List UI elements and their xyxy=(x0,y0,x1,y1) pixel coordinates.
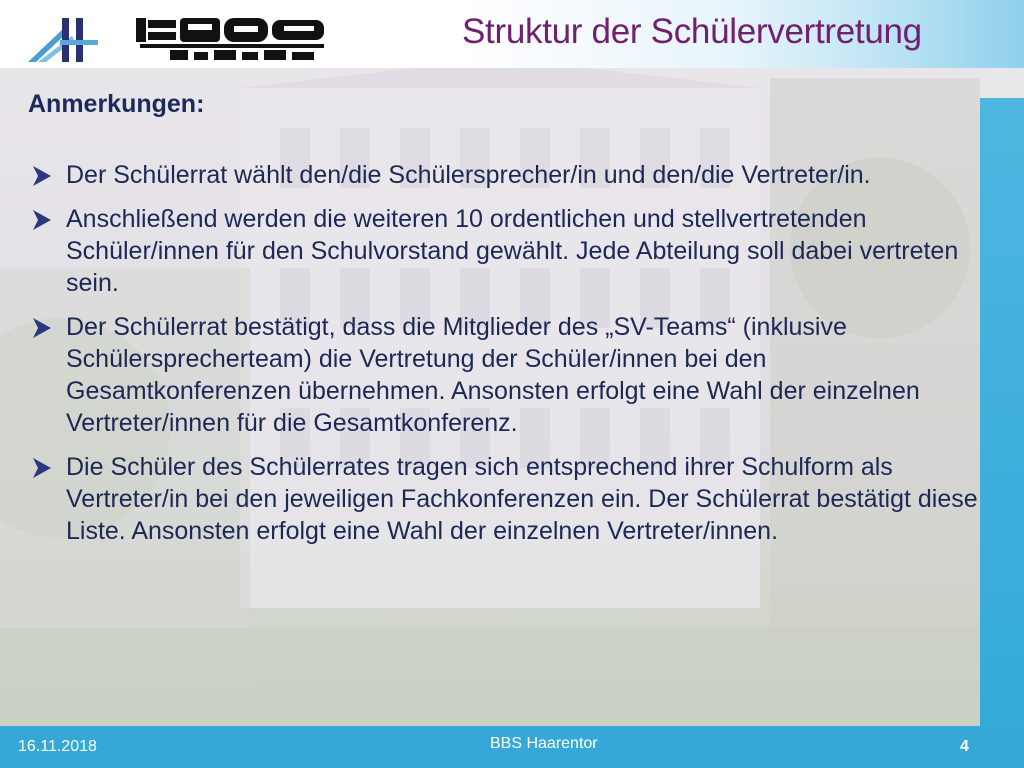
bbs-wing-logo-icon xyxy=(24,14,104,64)
slide-title: Struktur der Schülervertretung xyxy=(462,12,922,51)
footer-school-name: BBS Haarentor xyxy=(490,735,598,752)
list-item xyxy=(28,311,978,439)
bullet-text: Der Schülerrat bestätigt, dass die Mitglieder des „SV-Teams“ (inklusive Schülersprecherteam) die Vertretung der Schüler/innen bei den Gesamtkonferenzen übernehmen. Ansonsten erfolgt eine Wahl der einzelnen Vertreter/innen für die Gesamtkonferenz. xyxy=(66,313,920,437)
bbs-haarentor-wordmark-icon xyxy=(134,14,328,62)
slide-header xyxy=(0,0,1024,68)
slide-content xyxy=(0,68,980,726)
bullet-text: Anschließend werden die weiteren 10 ordentlichen und stellvertretenden Schüler/innen für den Schulvorstand gewählt. Jede Abteilung soll dabei vertreten sein. xyxy=(66,205,959,297)
slide-footer xyxy=(0,726,1024,768)
bullet-text: Die Schüler des Schülerrates tragen sich entsprechend ihrer Schulform als Vertreter/in bei den jeweiligen Fachkonferenzen ein. Der Schülerrat bestätigt diese Liste. Ansonsten erfolgt eine Wahl der einzelnen Vertreter/innen. xyxy=(66,453,978,545)
arrow-bullet-icon xyxy=(30,208,54,232)
bullet-text: Der Schülerrat wählt den/die Schülersprecher/in und den/die Vertreter/in. xyxy=(66,161,871,189)
page-number: 4 xyxy=(960,738,969,755)
section-heading: Anmerkungen: xyxy=(28,90,205,118)
arrow-bullet-icon xyxy=(30,456,54,480)
arrow-bullet-icon xyxy=(30,316,54,340)
footer-date: 16.11.2018 xyxy=(18,738,97,755)
right-accent-bar xyxy=(980,68,1024,726)
list-item xyxy=(28,159,978,191)
bullet-list xyxy=(28,159,978,559)
list-item xyxy=(28,451,978,547)
list-item xyxy=(28,203,978,299)
arrow-bullet-icon xyxy=(30,164,54,188)
